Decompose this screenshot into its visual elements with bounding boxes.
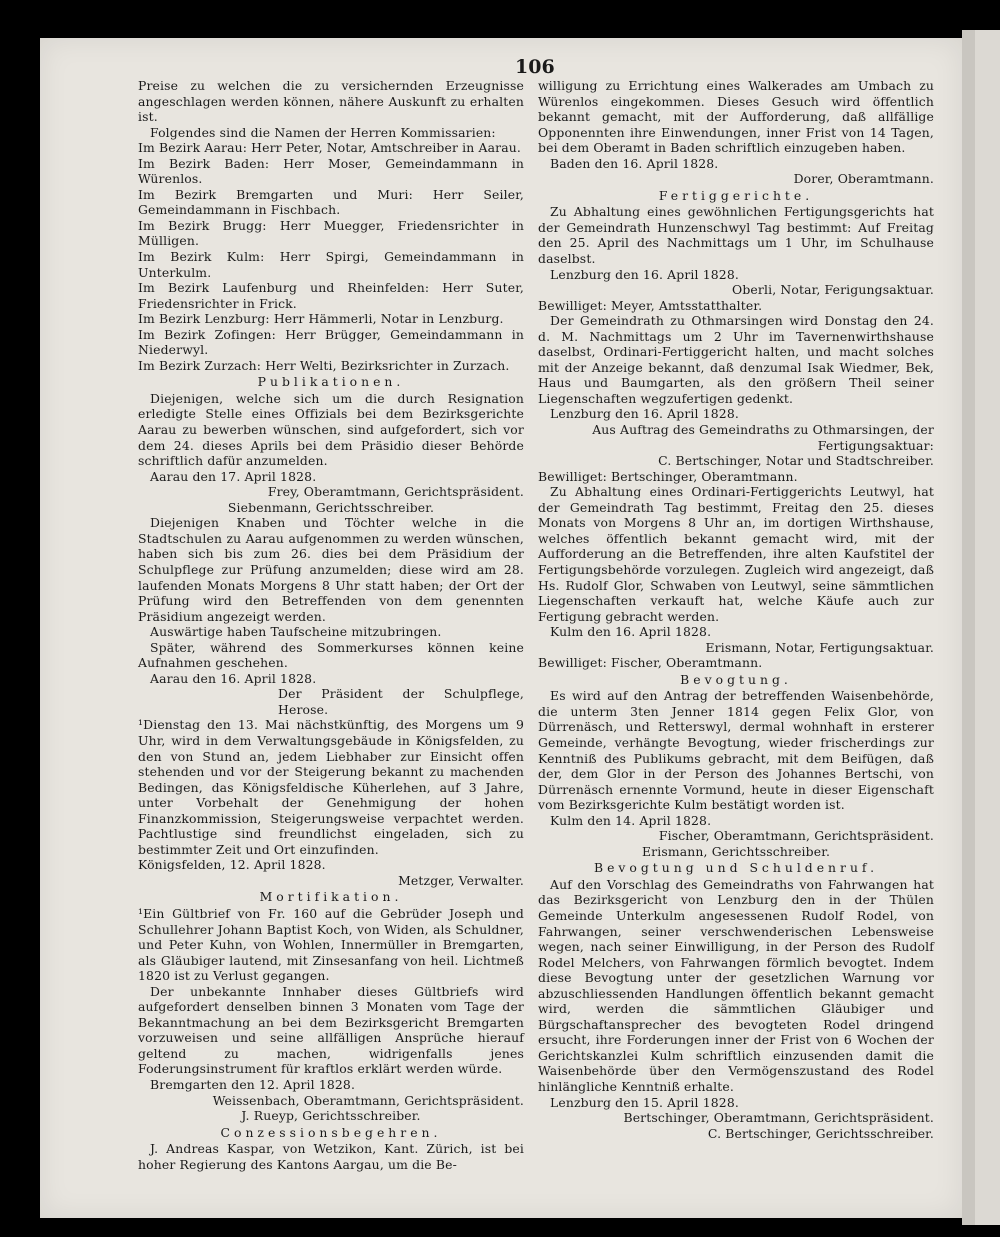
approval: Bewilliget: Bertschinger, Oberamtmann. bbox=[538, 468, 798, 484]
paragraph: Auswärtige haben Taufscheine mitzubringen. bbox=[150, 624, 442, 640]
paragraph: Zu Abhaltung eines Ordinari-Fertiggerichts Leutwyl, hat der Gemeindrath Tag bestimmt, Freitag den 25. dieses Monats von Morgens 8 Uhr an, im dortigen Wirthshause, welches öffentlich bekannt gemacht wird, mit der Aufforderung an die Betreffenden, ihre alten Kaufstitel der Fertigungsbehörde vorzulegen. Zugleich wird angezeigt, daß Hs. Rudolf Glor, Schwaben von Leutwyl, seine sämmtlichen Liegenschaften verkauft hat, welche Käufe auch zur Fertigung gebracht werden. bbox=[538, 484, 934, 624]
section-heading: Conzessionsbegehren. bbox=[220, 1124, 442, 1140]
signature: Der Präsident der Schulpflege, Herose. bbox=[278, 686, 524, 717]
signature: Metzger, Verwalter. bbox=[398, 872, 524, 888]
commissioner-entry: Im Bezirk Brugg: Herr Muegger, Friedensrichter in Mülligen. bbox=[138, 217, 524, 249]
signature: Siebenmann, Gerichtsschreiber. bbox=[227, 499, 435, 515]
commissioner-entry: Im Bezirk Baden: Herr Moser, Gemeindammann in Würenlos. bbox=[138, 155, 524, 187]
approval: Bewilliget: Meyer, Amtsstatthalter. bbox=[538, 297, 763, 313]
right-column bbox=[538, 78, 934, 1141]
dateline: Lenzburg den 15. April 1828. bbox=[550, 1094, 739, 1110]
paragraph: ¹Ein Gültbrief von Fr. 160 auf die Gebrüder Joseph und Schullehrer Johann Baptist Koch, von Widen, als Schuldner, und Peter Kuhn, von Wohlen, Innermüller in Bremgarten, als Gläubiger lautend, mit Zinsesanfang von heil. Lichtmeß 1820 ist zu Verlust gegangen. bbox=[138, 905, 524, 984]
section-heading: Bevogtung. bbox=[680, 671, 792, 687]
signature: Fischer, Oberamtmann, Gerichtspräsident. bbox=[658, 828, 934, 844]
commissioner-entry: Im Bezirk Bremgarten und Muri: Herr Seiler, Gemeindammann in Fischbach. bbox=[138, 186, 524, 218]
paragraph: Der unbekannte Innhaber dieses Gültbriefs wird aufgefordert denselben binnen 3 Monaten vom Tage der Bekanntmachung an bei dem Bezirksgericht Bremgarten vorzuweisen und seine allfälligen Ansprüche hierauf geltend zu machen, widrigenfalls jenes Foderungsinstrument für kraftlos erklärt werden würde. bbox=[138, 983, 524, 1077]
dateline: Königsfelden, 12. April 1828. bbox=[138, 857, 326, 873]
commissioner-entry: Im Bezirk Kulm: Herr Spirgi, Gemeindammann in Unterkulm. bbox=[138, 249, 524, 280]
signature: Erismann, Notar, Fertigungsaktuar. bbox=[705, 639, 934, 655]
paragraph: Der Gemeindrath zu Othmarsingen wird Donstag den 24. d. M. Nachmittags um 2 Uhr im Tavernenwirthshause daselbst, Ordinari-Fertiggericht halten, und macht solches mit der Anzeige bekannt, daß denzumal Isak Wiedmer, Bek, Haus und Baumgarten, als den größern Theil seiner Liegenschaften wegzufertigen gedenkt. bbox=[538, 313, 934, 406]
section-heading: Bevogtung und Schuldenruf. bbox=[593, 860, 879, 876]
commissioner-entry: Im Bezirk Lenzburg: Herr Hämmerli, Notar in Lenzburg. bbox=[138, 311, 504, 327]
dateline: Aarau den 16. April 1828. bbox=[150, 670, 317, 686]
commissioner-entry: Im Bezirk Zurzach: Herr Welti, Bezirksrichter in Zurzach. bbox=[138, 357, 510, 373]
dateline: Kulm den 16. April 1828. bbox=[550, 624, 712, 640]
dateline: Baden den 16. April 1828. bbox=[550, 155, 719, 171]
paragraph: ¹Dienstag den 13. Mai nächstkünftig, des Morgens um 9 Uhr, wird in dem Verwaltungsgebäude in Königsfelden, zu den von Stund an, jedem Liebhaber zur Einsicht offen stehenden und vor der Steigerung bekannt zu machenden Bedingen, das Königsfeldische Küherlehen, auf 3 Jahre, unter Vorbehalt der Genehmigung der hohen Finanzkommission, Steigerungsweise verpachtet werden. Pachtlustige sind freundlichst eingeladen, sich zu bestimmter Zeit und Ort einzufinden. bbox=[138, 717, 524, 857]
signature: C. Bertschinger, Gerichtsschreiber. bbox=[707, 1125, 934, 1141]
left-column bbox=[138, 78, 524, 1172]
paragraph: Diejenigen, welche sich um die durch Resignation erledigte Stelle eines Offizials bei dem Bezirksgerichte Aarau zu bewerben wünschen, sind aufgefordert, sich vor dem 24. dieses Aprils bei dem Präsidio dieser Behörde schriftlich dafür anzumelden. bbox=[138, 390, 524, 469]
paragraph: Zu Abhaltung eines gewöhnlichen Fertigungsgerichts hat der Gemeindrath Hunzenschwyl Tag bestimmt: Auf Freitag den 25. April des Nachmittags um 1 Uhr, im Schulhause daselbst. bbox=[538, 204, 934, 267]
dateline: Bremgarten den 12. April 1828. bbox=[150, 1077, 356, 1092]
paragraph: willigung zu Errichtung eines Walkerades am Umbach zu Würenlos eingekommen. Dieses Gesuch wird öffentlich bekannt gemacht, mit der Aufforderung, daß allfällige Opponennten ihre Einwendungen, inner Frist von 14 Tagen, bei dem Oberamt in Baden schriftlich einzugeben haben. bbox=[538, 78, 934, 156]
signature: Bertschinger, Oberamtmann, Gerichtspräsident. bbox=[623, 1110, 934, 1126]
signature: Weissenbach, Oberamtmann, Gerichtspräsident. bbox=[212, 1092, 524, 1108]
commissioner-entry: Im Bezirk Laufenburg und Rheinfelden: Herr Suter, Friedensrichter in Frick. bbox=[138, 280, 524, 311]
paragraph: J. Andreas Kaspar, von Wetzikon, Kant. Zürich, ist bei hoher Regierung des Kantons Aargau, um die Be- bbox=[138, 1141, 524, 1172]
signature: J. Rueyp, Gerichtsschreiber. bbox=[241, 1108, 421, 1124]
page-number: 106 bbox=[515, 56, 555, 78]
adjacent-page-edge-inner bbox=[975, 30, 1000, 1225]
dateline: Kulm den 14. April 1828. bbox=[550, 812, 712, 828]
paragraph: Preise zu welchen die zu versichernden Erzeugnisse angeschlagen werden können, nähere Auskunft zu erhalten ist. bbox=[138, 78, 524, 125]
signature: Oberli, Notar, Ferigungsaktuar. bbox=[732, 282, 934, 298]
paragraph: Später, während des Sommerkurses können keine Aufnahmen geschehen. bbox=[138, 639, 524, 671]
signature: C. Bertschinger, Notar und Stadtschreiber. bbox=[658, 453, 934, 469]
commissioner-entry: Im Bezirk Zofingen: Herr Brügger, Gemeindammann in Niederwyl. bbox=[138, 326, 524, 358]
dateline: Aarau den 17. April 1828. bbox=[150, 468, 317, 484]
signature: Frey, Oberamtmann, Gerichtspräsident. bbox=[267, 484, 524, 500]
paragraph: Folgendes sind die Namen der Herren Kommissarien: bbox=[150, 124, 496, 140]
section-heading: Fertiggerichte. bbox=[658, 187, 814, 203]
signature: Erismann, Gerichtsschreiber. bbox=[641, 843, 831, 859]
paragraph: Auf den Vorschlag des Gemeindraths von Fahrwangen hat das Bezirksgericht von Lenzburg den in der Thülen Gemeinde Unterkulm angesessenen Rudolf Rodel, von Fahrwangen, seiner verschwenderischen Lebensweise wegen, nach seiner Einwilligung, in der Person des Rudolf Rodel Melchers, von Fahrwangen förmlich bevogtet. Indem diese Bevogtung unter der gesetzlichen Warnung vor abzuschliessenden Handlungen öffentlich bekannt gemacht wird, werden die sämmtlichen Gläubiger und Bürgschaftansprecher des bevogteten Rodel dringend ersucht, ihre Forderungen inner der Frist von 6 Wochen der Gerichtskanzlei Kulm schriftlich einzusenden damit die Waisenbehörde über den Vermögenszustand des Rodel hinlängliche Kenntniß erhalte. bbox=[538, 876, 934, 1094]
paragraph: Es wird auf den Antrag der betreffenden Waisenbehörde, die unterm 3ten Jenner 1814 gegen Felix Glor, von Dürrenäsch, und Retterswyl, dermal wohnhaft in ersterer Gemeinde, verhängte Bevogtung, wieder frischerdings zur Kenntniß des Publikums gebracht, mit dem Beifügen, daß der, dem Glor in der Person des Johannes Bertschi, von Dürrenäsch ernennte Vormund, heute in dieser Eigenschaft vom Bezirksgerichte Kulm bestätigt worden ist. bbox=[538, 688, 934, 813]
section-heading: Mortifikation. bbox=[259, 889, 403, 905]
section-heading: Publikationen. bbox=[257, 374, 405, 390]
signature: Dorer, Oberamtmann. bbox=[793, 171, 934, 187]
commissioner-entry: Im Bezirk Aarau: Herr Peter, Notar, Amtschreiber in Aarau. bbox=[138, 140, 521, 156]
approval: Bewilliget: Fischer, Oberamtmann. bbox=[538, 655, 763, 671]
dateline: Lenzburg den 16. April 1828. bbox=[550, 266, 739, 282]
paragraph: Diejenigen Knaben und Töchter welche in die Stadtschulen zu Aarau aufgenommen zu werden wünschen, haben sich bis zum 26. dies bei dem Präsidium der Schulpflege zur Prüfung anzumelden; diese wird am 28. laufenden Monats Morgens 8 Uhr statt haben; der Ort der Prüfung wird den Betreffenden von dem genennten Präsidium angezeigt werden. bbox=[138, 515, 524, 624]
signature: Aus Auftrag des Gemeindraths zu Othmarsingen, der Fertigungsaktuar: bbox=[592, 422, 934, 453]
dateline: Lenzburg den 16. April 1828. bbox=[550, 406, 739, 422]
